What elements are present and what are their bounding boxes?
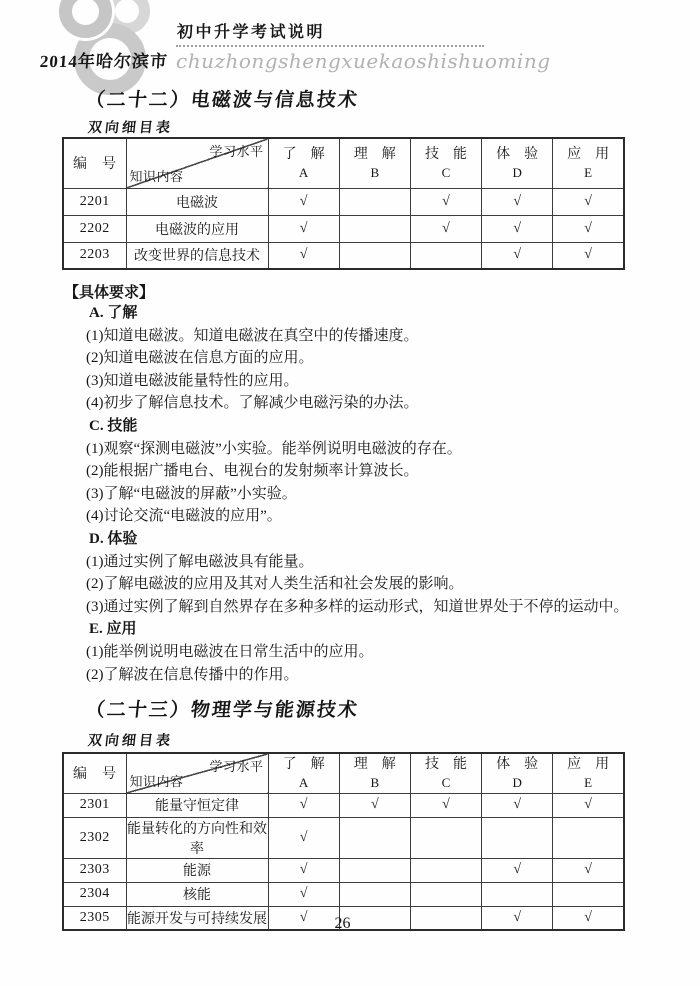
requirement-level-heading: E. 应用 <box>89 621 137 638</box>
spec-table-22-body <box>63 188 624 269</box>
requirement-item: (3)知道电磁波能量特性的应用。 <box>86 372 299 389</box>
check-mark-cell <box>410 858 481 882</box>
row-id: 2302 <box>63 817 126 858</box>
column-header-level <box>482 753 553 793</box>
check-mark-cell <box>482 817 553 858</box>
spec-table-23-head <box>63 753 624 793</box>
check-mark-cell: √ <box>410 188 481 215</box>
check-mark-cell: √ <box>410 793 481 817</box>
check-mark-cell <box>339 817 410 858</box>
row-id: 2301 <box>63 793 126 817</box>
requirement-item: (2)能根据广播电台、电视台的发射频率计算波长。 <box>86 463 419 480</box>
level-name: 应 用 <box>567 756 610 772</box>
requirement-item: (2)知道电磁波在信息方面的应用。 <box>86 350 314 367</box>
level-name: 理 解 <box>353 756 396 772</box>
row-content: 改变世界的信息技术 <box>126 242 268 269</box>
table-row <box>63 858 624 882</box>
level-code: D <box>512 164 522 180</box>
column-header-level <box>268 753 339 793</box>
requirement-item: (4)讨论交流“电磁波的应用”。 <box>86 508 282 525</box>
check-mark-cell: √ <box>482 906 553 930</box>
requirement-item: (1)知道电磁波。知道电磁波在真空中的传播速度。 <box>86 327 419 344</box>
level-name: 理 解 <box>353 146 396 162</box>
check-mark-cell <box>339 858 410 882</box>
table-row <box>63 242 624 269</box>
table-row <box>63 215 624 242</box>
requirement-level-heading: C. 技能 <box>89 417 138 434</box>
spec-table-23 <box>62 752 625 931</box>
level-code: E <box>584 164 593 180</box>
row-content: 核能 <box>126 882 268 906</box>
table-row <box>63 817 624 858</box>
requirements-title: 【具体要求】 <box>64 285 155 301</box>
level-name: 体 验 <box>496 756 539 772</box>
table-header-row <box>63 753 624 793</box>
requirement-item: (1)能举例说明电磁波在日常生活中的应用。 <box>86 643 374 660</box>
requirement-level-heading: A. 了解 <box>89 305 138 321</box>
column-header-id: 编 号 <box>63 753 126 793</box>
check-mark-cell: √ <box>482 242 553 269</box>
check-mark-cell <box>339 882 410 906</box>
level-code: B <box>370 164 380 180</box>
level-code: B <box>370 774 380 790</box>
spec-table-23-body <box>63 793 624 930</box>
diagonal-header-cell <box>126 138 268 188</box>
level-code: D <box>512 774 522 790</box>
page-number: 26 <box>334 915 351 932</box>
level-code: C <box>441 774 451 790</box>
requirement-item: (3)通过实例了解到自然界存在多种多样的运动形式，知道世界处于不停的运动中。 <box>86 598 629 615</box>
check-mark-cell <box>553 882 624 906</box>
row-content: 电磁波的应用 <box>126 215 268 242</box>
check-mark-cell: √ <box>482 793 553 817</box>
header-divider <box>176 45 484 47</box>
requirement-item: (3)了解“电磁波的屏蔽”小实验。 <box>86 485 297 502</box>
diagonal-label-knowledge-content: 知识内容 <box>129 773 184 789</box>
row-id: 2202 <box>63 215 126 242</box>
row-id: 2203 <box>63 242 126 269</box>
check-mark-cell: √ <box>410 215 481 242</box>
column-header-level <box>339 753 410 793</box>
check-mark-cell: √ <box>339 793 410 817</box>
level-name: 体 验 <box>496 146 539 162</box>
check-mark-cell: √ <box>482 858 553 882</box>
row-content: 能源 <box>126 858 268 882</box>
column-header-level <box>482 138 553 188</box>
table-label-22: 双向细目表 <box>87 121 174 136</box>
table-row <box>63 188 624 215</box>
diagonal-label-knowledge-content: 知识内容 <box>129 168 184 184</box>
spec-table-22-head <box>63 138 624 188</box>
column-header-level <box>553 138 624 188</box>
row-id: 2304 <box>63 882 126 906</box>
column-header-level <box>410 138 481 188</box>
check-mark-cell <box>410 882 481 906</box>
check-mark-cell: √ <box>553 188 624 215</box>
column-header-level <box>268 138 339 188</box>
column-header-level <box>553 753 624 793</box>
level-name: 技 能 <box>424 146 467 162</box>
check-mark-cell: √ <box>553 858 624 882</box>
requirement-item: (2)了解电磁波的应用及其对人类生活和社会发展的影响。 <box>86 576 464 593</box>
check-mark-cell: √ <box>482 215 553 242</box>
requirement-item: (1)通过实例了解电磁波具有能量。 <box>86 553 314 570</box>
level-name: 应 用 <box>567 146 610 162</box>
pinyin-subtitle: chuzhongshengxuekaoshishuoming <box>176 49 551 73</box>
spec-table-22 <box>62 137 625 270</box>
check-mark-cell: √ <box>268 906 339 930</box>
check-mark-cell <box>553 817 624 858</box>
row-id: 2305 <box>63 906 126 930</box>
column-header-level <box>410 753 481 793</box>
check-mark-cell: √ <box>482 188 553 215</box>
row-id: 2201 <box>63 188 126 215</box>
section-23-title: （二十三）物理学与能源技术 <box>84 700 360 721</box>
section-22-title: （二十二）电磁波与信息技术 <box>84 90 360 111</box>
requirement-level-heading: D. 体验 <box>89 530 138 547</box>
check-mark-cell <box>410 242 481 269</box>
table-header-row <box>63 138 624 188</box>
table-row <box>63 793 624 817</box>
column-header-level <box>339 138 410 188</box>
check-mark-cell: √ <box>268 817 339 858</box>
diagonal-label-learning-level: 学习水平 <box>209 759 264 774</box>
check-mark-cell <box>482 882 553 906</box>
requirements-list <box>86 302 661 686</box>
level-code: E <box>584 774 593 790</box>
level-name: 技 能 <box>424 756 467 772</box>
table-row <box>63 882 624 906</box>
row-content: 能量守恒定律 <box>126 793 268 817</box>
booklet-title: 初中升学考试说明 <box>177 24 326 41</box>
level-name: 了 解 <box>282 146 325 162</box>
row-content: 能量转化的方向性和效率 <box>126 817 268 858</box>
row-id: 2303 <box>63 858 126 882</box>
check-mark-cell: √ <box>268 882 339 906</box>
check-mark-cell: √ <box>268 188 339 215</box>
level-code: C <box>441 164 451 180</box>
check-mark-cell: √ <box>268 858 339 882</box>
check-mark-cell: √ <box>268 242 339 269</box>
check-mark-cell <box>410 817 481 858</box>
diagonal-label-learning-level: 学习水平 <box>209 144 264 159</box>
requirement-item: (2)了解波在信息传播中的作用。 <box>86 666 299 683</box>
check-mark-cell: √ <box>268 215 339 242</box>
row-content: 能源开发与可持续发展 <box>126 906 268 930</box>
requirement-item: (4)初步了解信息技术。了解减少电磁污染的办法。 <box>86 395 419 412</box>
edition-label: 2014年哈尔滨市 <box>39 52 169 71</box>
check-mark-cell <box>339 242 410 269</box>
level-code: A <box>298 774 309 790</box>
check-mark-cell: √ <box>268 793 339 817</box>
row-content: 电磁波 <box>126 188 268 215</box>
table-label-23: 双向细目表 <box>87 734 174 749</box>
check-mark-cell: √ <box>553 215 624 242</box>
check-mark-cell: √ <box>553 906 624 930</box>
column-header-id: 编 号 <box>63 138 126 188</box>
check-mark-cell: √ <box>553 242 624 269</box>
requirement-item: (1)观察“探测电磁波”小实验。能举例说明电磁波的存在。 <box>86 440 462 457</box>
check-mark-cell <box>339 188 410 215</box>
check-mark-cell: √ <box>553 793 624 817</box>
level-name: 了 解 <box>282 756 325 772</box>
level-code: A <box>298 164 309 180</box>
diagonal-header-cell <box>126 753 268 793</box>
check-mark-cell <box>339 215 410 242</box>
